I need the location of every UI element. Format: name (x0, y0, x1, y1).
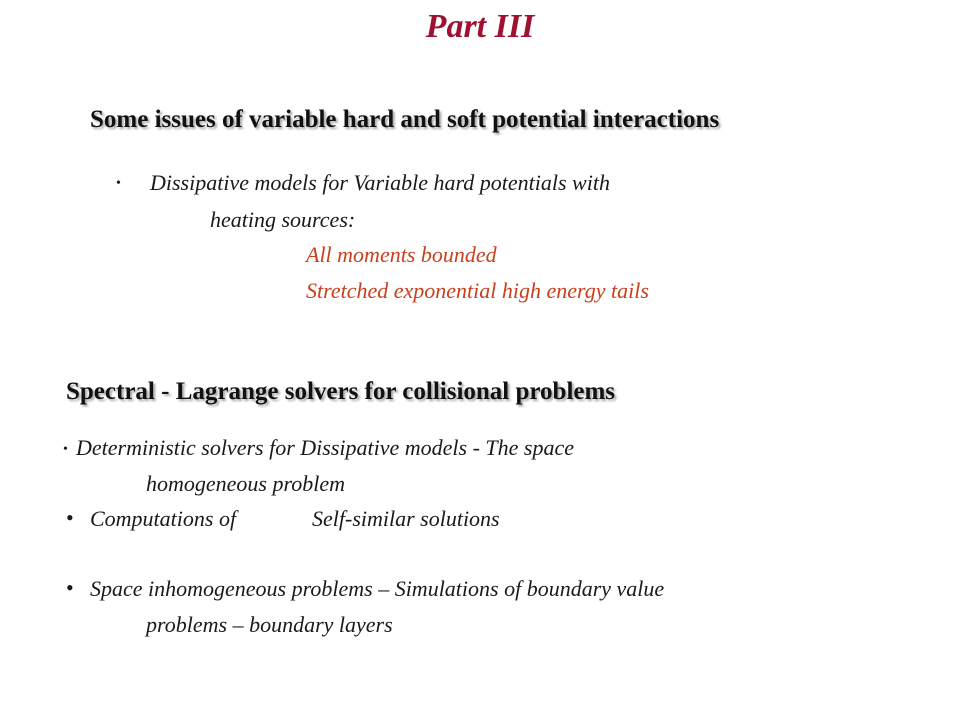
bullet-text-self-similar: Self-similar solutions (312, 506, 500, 531)
bullet-dot: • (116, 176, 121, 191)
sub-point-moments-bounded: All moments bounded (306, 242, 497, 267)
slide-title: Part III (425, 8, 535, 45)
bullet-text-boundary-layers: problems – boundary layers (146, 612, 393, 637)
bullet-text-inhomogeneous-problems: Space inhomogeneous problems – Simulations of boundary value (90, 576, 665, 601)
section-heading-spectral-solvers: Spectral - Lagrange solvers for collisional problems (66, 378, 616, 405)
bullet-dot: • (66, 575, 74, 600)
sub-point-energy-tails: Stretched exponential high energy tails (306, 278, 649, 303)
bullet-text-deterministic-solvers: Deterministic solvers for Dissipative models - The space (76, 435, 574, 460)
section-heading-potential-interactions: Some issues of variable hard and soft potential interactions (90, 106, 720, 133)
bullet-dot: • (63, 442, 68, 457)
bullet-dot: • (66, 505, 74, 530)
bullet-text-heating-sources: heating sources: (210, 207, 356, 232)
bullet-text-computations: Computations of (90, 506, 237, 531)
bullet-text-dissipative-models: Dissipative models for Variable hard potentials with (150, 170, 610, 195)
bullet-text-homogeneous-problem: homogeneous problem (146, 471, 345, 496)
